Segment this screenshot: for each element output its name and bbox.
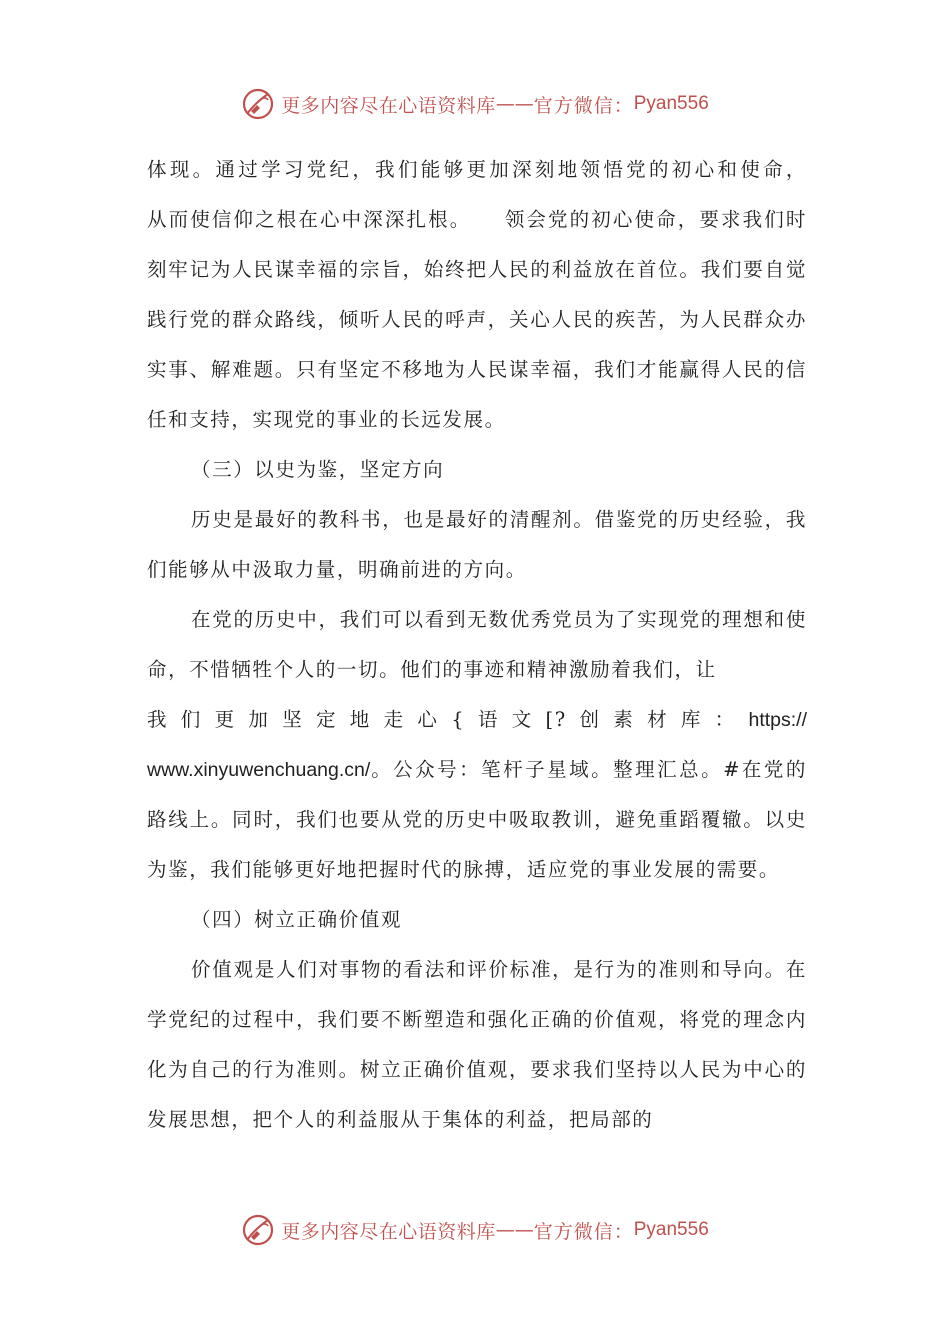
- url-scheme: https://: [748, 709, 807, 731]
- document-body: [147, 145, 807, 1145]
- paragraph-3-part-1: 在党的历史中，我们可以看到无数优秀党员为了实现党的理想和使命，不惜牺牲个人的一切。他们的事迹和精神激励着我们，让: [147, 608, 807, 681]
- section-heading-4: （四）树立正确价值观: [191, 908, 403, 931]
- paragraph-3-tail: 。公众号：笔杆子星域。整理汇总。#在党的路线上。同时，我们也要从党的历史中吸取教训，避免重蹈覆辙。以史为鉴，我们能够更好地把握时代的脉搏，适应党的事业发展的需要。: [147, 758, 807, 881]
- banner-wechat-id: Pyan556: [633, 1219, 709, 1240]
- url-host: www.xinyuwenchuang.cn/: [147, 759, 371, 781]
- header-banner: [0, 84, 950, 124]
- paragraph-4: 价值观是人们对事物的看法和评价标准，是行为的准则和导向。在学党纪的过程中，我们要不断塑造和强化正确的价值观，将党的理念内化为自己的行为准则。树立正确价值观，要求我们坚持以人民为中心的发展思想，把个人的利益服从于集体的利益，把局部的: [147, 958, 807, 1131]
- banner-wechat-label: 官方微信：: [533, 1220, 634, 1243]
- pen-nib-logo-icon: [241, 1213, 275, 1247]
- pen-nib-logo-icon: [241, 87, 275, 121]
- paragraph-2: 历史是最好的教科书，也是最好的清醒剂。借鉴党的历史经验，我们能够从中汲取力量，明确前进的方向。: [147, 508, 807, 581]
- banner-wechat-id: Pyan556: [633, 93, 709, 114]
- banner-wechat-label: 官方微信：: [533, 94, 634, 117]
- banner-slogan: 更多内容尽在心语资料库: [281, 1220, 496, 1243]
- paragraph-1-rest: 从而使信仰之根在心中深深扎根。 领会党的初心使命，要求我们时刻牢记为人民谋幸福的宗旨，始终把人民的利益放在首位。我们要自觉践行党的群众路线，倾听人民的呼声，关心人民的疾苦，为人民群众办实事、解难题。只有坚定不移地为人民谋幸福，我们才能赢得人民的信任和支持，实现党的事业的长远发展。: [147, 208, 807, 431]
- paragraph-3-spread-line: [147, 695, 807, 745]
- section-heading-3: （三）以史为鉴，坚定方向: [191, 458, 445, 481]
- banner-dash: ——: [495, 1219, 534, 1241]
- banner-slogan: 更多内容尽在心语资料库: [281, 94, 496, 117]
- paragraph-3-part-2: [147, 745, 807, 895]
- footer-banner: [0, 1210, 950, 1250]
- spread-text: 我们更加坚定地走心{语文[?创素材库：: [147, 708, 749, 731]
- banner-dash: ——: [495, 93, 534, 115]
- paragraph-1-line-1: 体现。通过学习党纪，我们能够更加深刻地领悟党的初心和使命，: [147, 158, 807, 181]
